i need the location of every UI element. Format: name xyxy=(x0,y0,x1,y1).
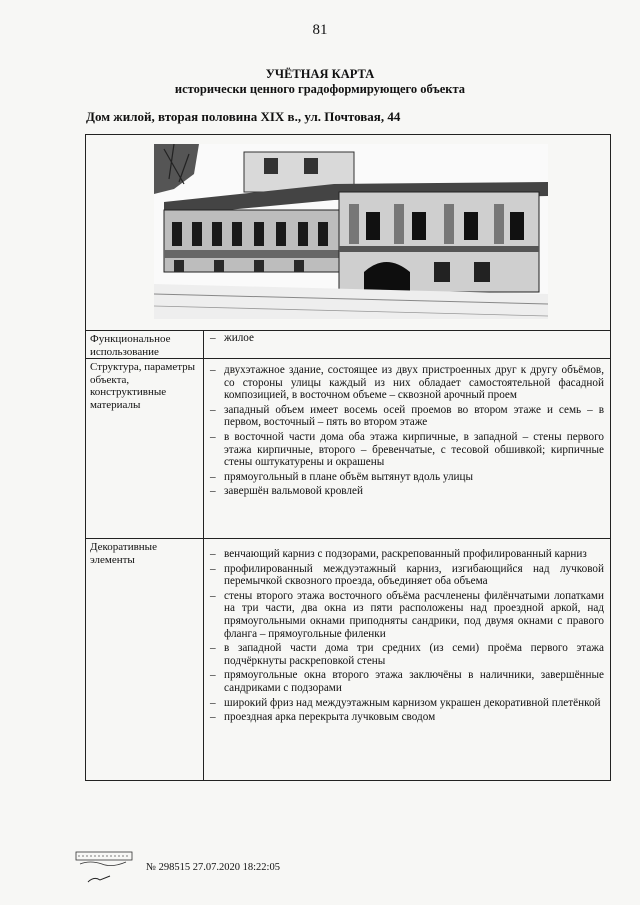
list-item: – западный объем имеет восемь осей проемов во втором этаже и семь – в первом, восточный – пять во втором этаже xyxy=(210,404,604,429)
row-values xyxy=(210,330,604,358)
row-label: Структура, параметры объекта, конструктивные материалы xyxy=(86,358,204,538)
list-item: – широкий фриз над междуэтажным карнизом украшен декоративной плетёнкой xyxy=(210,697,604,710)
list-item: – двухэтажное здание, состоящее из двух пристроенных друг к другу объёмов, со стороны улицы каждый из них обладает самостоятельной фасадной композицией, в восточном объеме – сквозной арочный проем xyxy=(210,364,604,402)
object-name: Дом жилой, вторая половина XIX в., ул. Почтовая, 44 xyxy=(86,109,401,124)
signature-stamp xyxy=(70,848,140,890)
list-item: – прямоугольный в плане объём вытянут вдоль улицы xyxy=(210,471,604,484)
row-decorative xyxy=(86,538,610,780)
list-item: – завершён вальмовой кровлей xyxy=(210,485,604,498)
document-title xyxy=(0,67,640,97)
record-card-table xyxy=(85,134,611,781)
row-values xyxy=(210,358,604,538)
row-structure xyxy=(86,358,610,539)
title-line-2: исторически ценного градоформирующего объекта xyxy=(174,82,466,96)
building-photo xyxy=(154,144,548,319)
title-line-1: УЧЁТНАЯ КАРТА xyxy=(265,67,375,81)
list-item: – прямоугольные окна второго этажа заключёны в наличники, завершённые сандриками с подзорами xyxy=(210,669,604,694)
list-item: – в восточной части дома оба этажа кирпичные, в западной – стены первого этажа кирпичные, второго – бревенчатые, с тесовой обшивкой; кирпичные стены оштукатурены и окрашены xyxy=(210,431,604,469)
document-registration-id: № 298515 27.07.2020 18:22:05 xyxy=(146,862,280,873)
photo-cell xyxy=(86,135,610,331)
row-values xyxy=(210,538,604,780)
list-item: – венчающий карниз с подзорами, раскрепованный профилированный карниз xyxy=(210,548,604,561)
list-item: – проездная арка перекрыта лучковым сводом xyxy=(210,711,604,724)
list-item: – в западной части дома три средних (из семи) проёма первого этажа подчёркнуты раскреповкой стены xyxy=(210,642,604,667)
list-item: – стены второго этажа восточного объёма расчленены филёнчатыми лопатками на три части, два окна из пяти расположены над проездной аркой, над прямоугольными окнами приподняты сандрики, под двумя окнами с правого фланга – прямоугольные филенки xyxy=(210,590,604,640)
list-item: – профилированный междуэтажный карниз, изгибающийся над лучковой перемычкой сквозного проезда, объединяет оба объема xyxy=(210,563,604,588)
list-item: – жилое xyxy=(210,332,604,345)
row-label: Функциональное использование xyxy=(86,330,204,358)
row-label: Декоративные элементы xyxy=(86,538,204,780)
page-number: 81 xyxy=(312,22,328,38)
row-functional-use xyxy=(86,330,610,359)
